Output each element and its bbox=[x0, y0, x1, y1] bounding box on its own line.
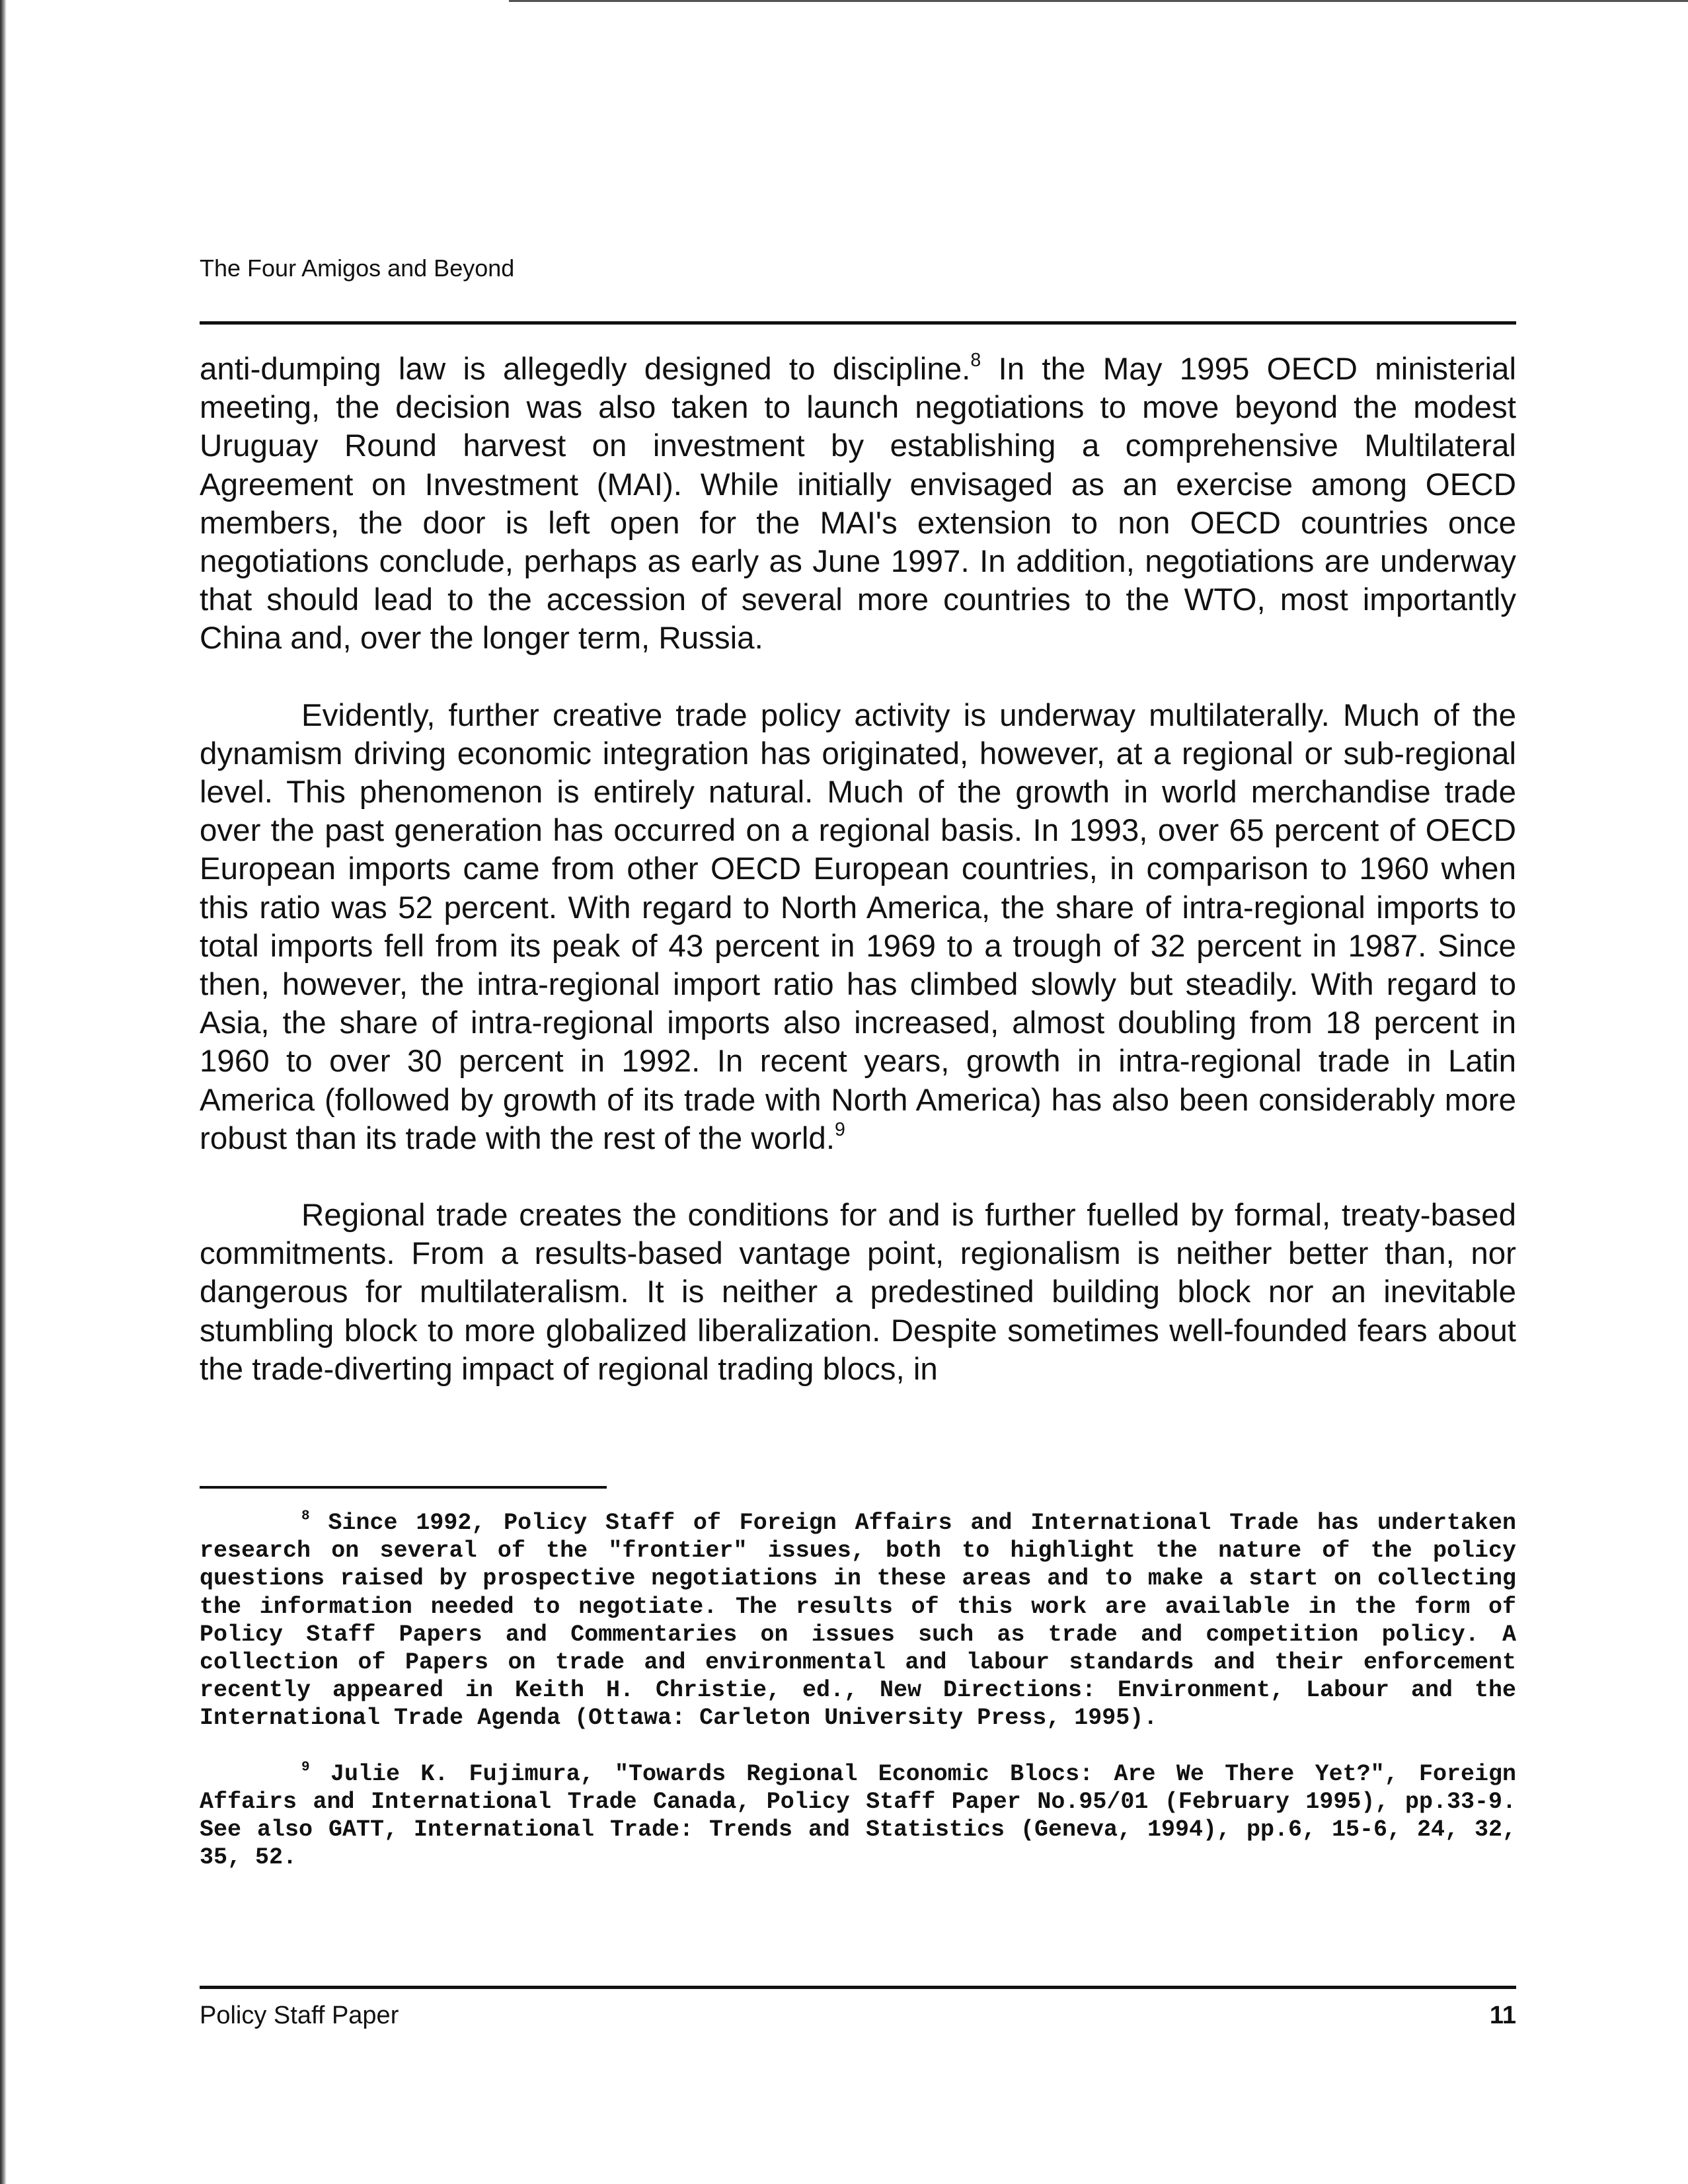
footer-rule bbox=[200, 1986, 1516, 1989]
paragraph-1-text-b: In the May 1995 OECD ministerial meeting, the decision was also taken to launch negotiations to move beyond the modest Uruguay Round harvest on investment by establishing a comprehensive Multilateral Agreement on Investment (MAI). While initially envisaged as an exercise among OECD members, the door is left open for the MAI's extension to non OECD countries once negotiations conclude, perhaps as early as June 1997. In addition, negotiations are underway that should lead to the accession of several more countries to the WTO, most importantly China and, over the longer term, Russia. bbox=[200, 352, 1516, 656]
scan-top-rule bbox=[509, 0, 1688, 2]
page-number: 11 bbox=[1489, 2002, 1516, 2029]
footnote-ref-9: 9 bbox=[835, 1118, 845, 1140]
footnote-8 bbox=[200, 1509, 1516, 1733]
footnote-8-text: Since 1992, Policy Staff of Foreign Affairs and International Trade has undertaken research on several of the "frontier" issues, both to highlight the nature of the policy questions raised by prospective negotiations in these areas and to make a start on collecting the information needed to negotiate. The results of this work are available in the form of Policy Staff Papers and Commentaries on issues such as trade and competition policy. A collection of Papers on trade and environmental and labour standards and their enforcement recently appeared in Keith H. Christie, ed., New Directions: Environment, Labour and the International Trade Agenda (Ottawa: Carleton University Press, 1995). bbox=[200, 1510, 1516, 1732]
paragraph-1-text-a: anti-dumping law is allegedly designed to discipline. bbox=[200, 352, 971, 387]
footnotes bbox=[200, 1509, 1516, 1899]
paragraph-1 bbox=[200, 350, 1516, 658]
paragraph-2-text: Evidently, further creative trade policy activity is underway multilaterally. Much of the dynamism driving economic integration has originated, however, at a regional or sub-regional level. This phenomenon is entirely natural. Much of the growth in world merchandise trade over the past generation has occurred on a regional basis. In 1993, over 65 percent of OECD European imports came from other OECD European countries, in comparison to 1960 when this ratio was 52 percent. With regard to North America, the share of intra-regional imports to total imports fell from its peak of 43 percent in 1969 to a trough of 32 percent in 1987. Since then, however, the intra-regional import ratio has climbed slowly but steadily. With regard to Asia, the share of intra-regional imports also increased, almost doubling from 18 percent in 1960 to over 30 percent in 1992. In recent years, growth in intra-regional trade in Latin America (followed by growth of its trade with North America) has also been considerably more robust than its trade with the rest of the world. bbox=[200, 697, 1516, 1156]
footnote-9-marker: 9 bbox=[301, 1759, 310, 1775]
footnote-9-text: Julie K. Fujimura, "Towards Regional Economic Blocs: Are We There Yet?", Foreign Affairs and International Trade Canada, Policy Staff Paper No.95/01 (February 1995), pp.33-9. See also GATT, International Trade: Trends and Statistics (Geneva, 1994), pp.6, 15-6, 24, 32, 35, 52. bbox=[200, 1760, 1516, 1871]
footnote-separator bbox=[200, 1486, 607, 1489]
footnote-8-marker: 8 bbox=[301, 1508, 310, 1524]
running-header: The Four Amigos and Beyond bbox=[200, 254, 515, 282]
footnote-ref-8: 8 bbox=[970, 350, 981, 371]
paragraph-2 bbox=[200, 697, 1516, 1158]
header-rule bbox=[200, 321, 1516, 325]
footer-title: Policy Staff Paper bbox=[200, 2002, 399, 2029]
body-text bbox=[200, 350, 1516, 1427]
scan-edge bbox=[0, 0, 7, 2184]
footnote-9 bbox=[200, 1760, 1516, 1872]
paragraph-3: Regional trade creates the conditions for and is further fuelled by formal, treaty-based commitments. From a results-based vantage point, regionalism is neither better than, nor dangerous for multilateralism. It is neither a predestined building block nor an inevitable stumbling block to more globalized liberalization. Despite sometimes well-founded fears about the trade-diverting impact of regional trading blocs, in bbox=[200, 1198, 1516, 1387]
